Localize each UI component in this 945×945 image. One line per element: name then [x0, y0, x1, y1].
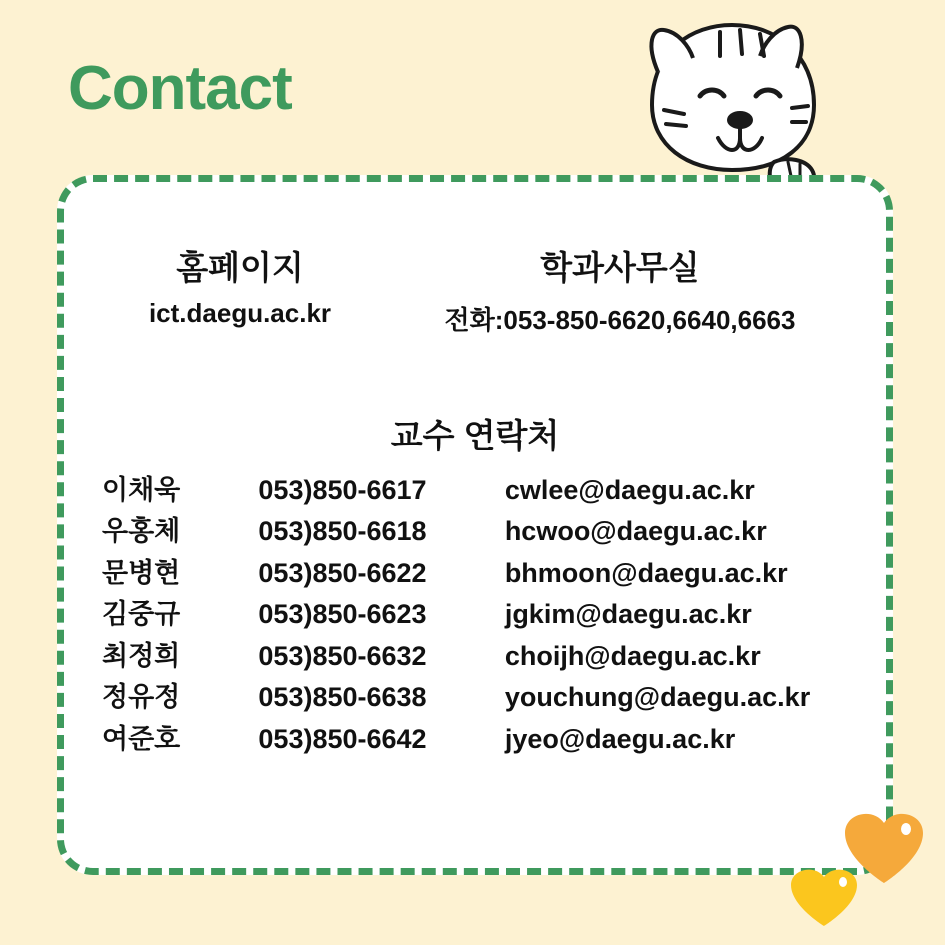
hearts-decoration [737, 757, 937, 937]
office-block [385, 247, 855, 337]
office-heading: 학과사무실 [540, 249, 700, 286]
table-row [92, 553, 872, 594]
professor-phone: 053)850-6632 [258, 640, 427, 671]
professor-phone: 053)850-6642 [258, 723, 427, 754]
professor-email[interactable]: jyeo@daegu.ac.kr [504, 723, 736, 754]
professor-email[interactable]: cwlee@daegu.ac.kr [504, 475, 755, 505]
professor-phone: 053)850-6622 [258, 557, 427, 588]
homepage-block [95, 247, 385, 329]
table-row [92, 719, 872, 760]
professors-heading: 교수 연락처 [390, 417, 560, 454]
homepage-heading: 홈페이지 [176, 249, 304, 286]
homepage-url[interactable]: ict.daegu.ac.kr [148, 298, 332, 329]
professors-table [92, 470, 872, 760]
professor-name: 우홍체 [102, 516, 181, 547]
table-row [92, 677, 872, 718]
professor-phone: 053)850-6638 [258, 682, 427, 713]
top-info-row [64, 247, 886, 337]
professor-name: 정유정 [102, 682, 181, 713]
heart-icon [845, 814, 923, 883]
table-row [92, 470, 872, 511]
table-row [92, 636, 872, 677]
professor-email[interactable]: jgkim@daegu.ac.kr [504, 599, 752, 630]
page-title: Contact [68, 54, 292, 123]
professor-name: 김중규 [102, 599, 181, 630]
professor-name: 여준호 [102, 723, 181, 754]
professor-email[interactable]: bhmoon@daegu.ac.kr [504, 557, 788, 588]
professor-email[interactable]: youchung@daegu.ac.kr [504, 682, 811, 713]
heart-icon [791, 870, 857, 926]
professor-email[interactable]: choijh@daegu.ac.kr [504, 640, 761, 671]
table-row [92, 594, 872, 635]
professor-name: 최정희 [102, 640, 181, 671]
professor-phone: 053)850-6617 [258, 475, 427, 505]
office-phone: 전화:053-850-6620,6640,6663 [444, 305, 796, 336]
professor-email[interactable]: hcwoo@daegu.ac.kr [504, 516, 767, 547]
professor-name: 문병현 [102, 557, 181, 588]
professor-phone: 053)850-6623 [258, 599, 427, 630]
table-row [92, 511, 872, 552]
professor-phone: 053)850-6618 [258, 516, 427, 547]
professor-name: 이채욱 [102, 475, 181, 505]
